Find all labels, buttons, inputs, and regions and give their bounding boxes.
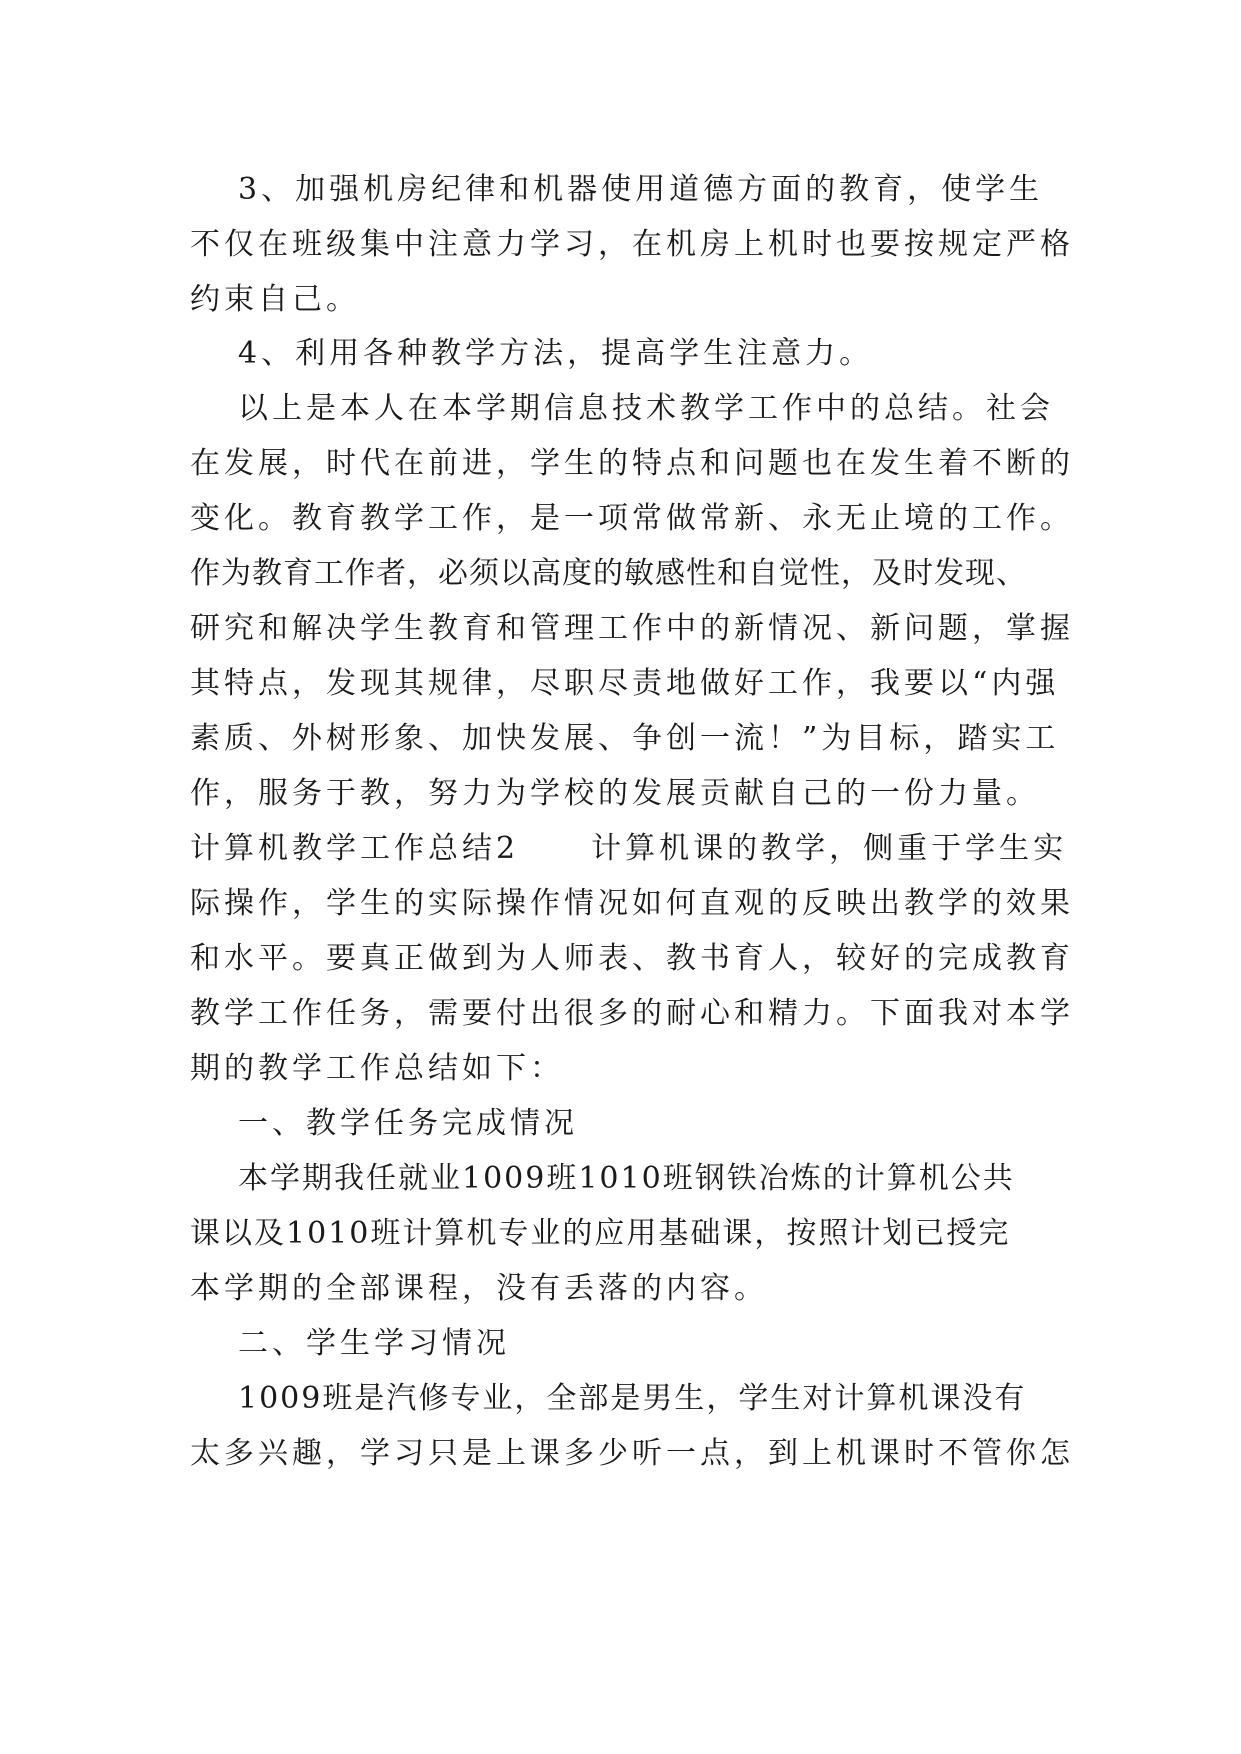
paragraph-line: 本学期我任就业1009班1010班钢铁冶炼的计算机公共 — [238, 1161, 1015, 1196]
paragraph-line: 3、加强机房纪律和机器使用道德方面的教育，使学生 — [238, 172, 1044, 207]
paragraph-line: 期的教学工作总结如下： — [190, 1051, 564, 1086]
paragraph-line: 4、利用各种教学方法，提高学生注意力。 — [238, 336, 874, 371]
paragraph-line: 和水平。要真正做到为人师表、教书育人，较好的完成教育 — [190, 941, 1074, 976]
section-heading: 计算机教学工作总结2 — [190, 831, 520, 866]
paragraph-line: 变化。教育教学工作，是一项常做常新、永无止境的工作。 — [190, 501, 1074, 536]
subheading: 一、教学任务完成情况 — [238, 1106, 578, 1141]
paragraph-line: 教学工作任务，需要付出很多的耐心和精力。下面我对本学 — [190, 996, 1074, 1031]
paragraph-line: 1009班是汽修专业，全部是男生，学生对计算机课没有 — [238, 1381, 1027, 1416]
paragraph-line: 素质、外树形象、加快发展、争创一流！”为目标，踏实工 — [190, 721, 1060, 756]
paragraph-line: 太多兴趣，学习只是上课多少听一点，到上机课时不管你怎 — [190, 1436, 1074, 1471]
paragraph-line: 本学期的全部课程，没有丢落的内容。 — [190, 1271, 768, 1306]
paragraph-line: 课以及1010班计算机专业的应用基础课，按照计划已授完 — [190, 1216, 1011, 1251]
paragraph-line: 作为教育工作者，必须以高度的敏感性和自觉性，及时发现、 — [190, 556, 1027, 591]
paragraph-line: 以上是本人在本学期信息技术教学工作中的总结。社会 — [238, 391, 1054, 426]
subheading: 二、学生学习情况 — [238, 1326, 510, 1361]
paragraph-line: 不仅在班级集中注意力学习，在机房上机时也要按规定严格 — [190, 227, 1074, 262]
paragraph-line: 在发展，时代在前进，学生的特点和问题也在发生着不断的 — [190, 446, 1074, 481]
paragraph-line: 计算机课的教学，侧重于学生实 — [591, 831, 1068, 866]
paragraph-line: 研究和解决学生教育和管理工作中的新情况、新问题，掌握 — [190, 611, 1074, 646]
paragraph-line: 际操作，学生的实际操作情况如何直观的反映出教学的效果 — [190, 886, 1074, 921]
paragraph-line: 其特点，发现其规律，尽职尽责地做好工作，我要以“内强 — [190, 666, 1060, 701]
section-heading-line — [190, 819, 1067, 879]
paragraph-line: 约束自己。 — [190, 282, 360, 317]
paragraph-line: 作，服务于教，努力为学校的发展贡献自己的一份力量。 — [190, 776, 1040, 811]
